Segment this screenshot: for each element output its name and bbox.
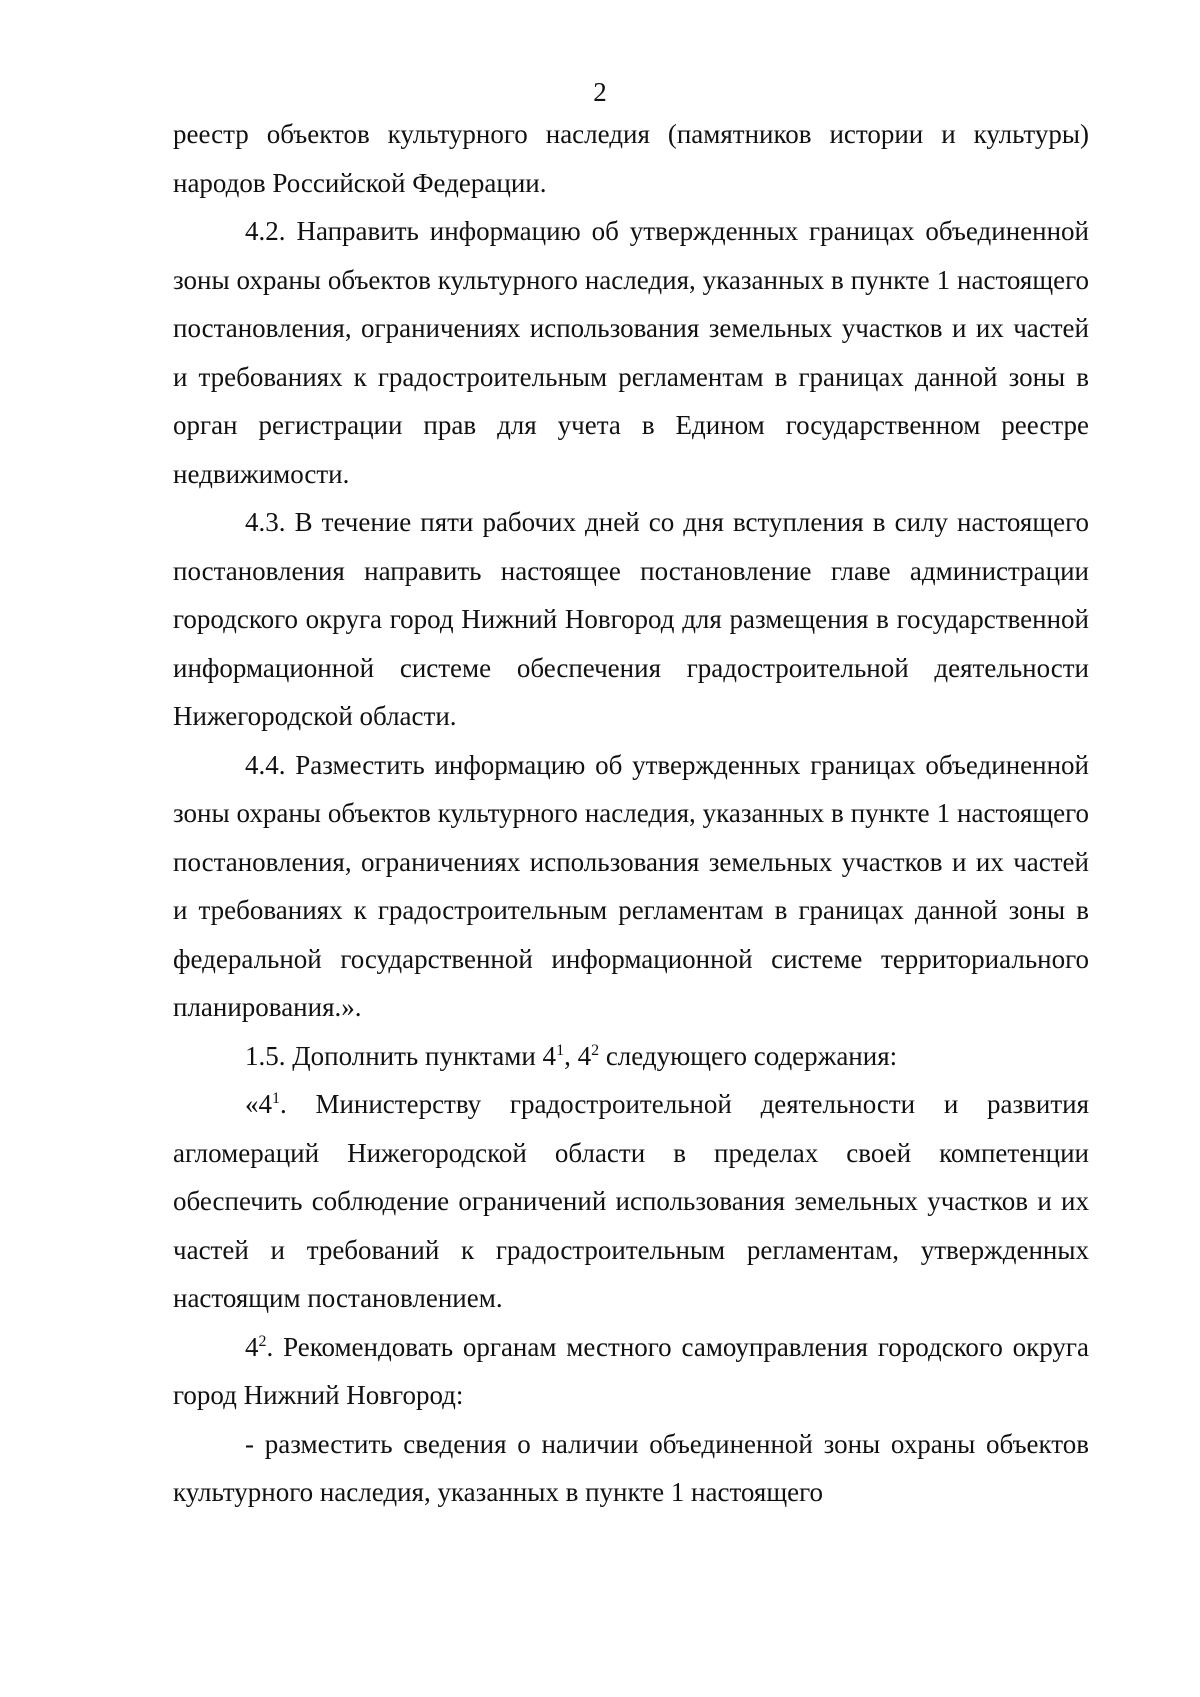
- list-item-dash: - разместить сведения о наличии объединенной зоны охраны объектов культурного наследия, указанных в пункте 1 настоящего: [173, 1428, 1089, 1507]
- paragraph-continuation: реестр объектов культурного наследия (памятников истории и культуры) народов Российской Федерации.: [173, 119, 1089, 198]
- paragraph-1-5-text-a: 1.5. Дополнить пунктами 4: [245, 1040, 557, 1071]
- paragraph-4-4: 4.4. Разместить информацию об утвержденных границах объединенной зоны охраны объектов культурного наследия, указанных в пункте 1 настоящего постановления, ограничениях использования земельных участков и их частей и требованиях к градостроительным регламентам в границах данной зоны в федеральной государственной информационной системе территориального планирования.».: [173, 749, 1089, 1022]
- paragraph-4-2: 4.2. Направить информацию об утвержденных границах объединенной зоны охраны объектов культурного наследия, указанных в пункте 1 настоящего постановления, ограничениях использования земельных участков и их частей и требованиях к градостроительным регламентам в границах данной зоны в орган регистрации прав для учета в Едином государственном реестре недвижимости.: [173, 216, 1089, 489]
- superscript-2: 2: [591, 1041, 600, 1059]
- paragraph-4-2-number: 4: [245, 1331, 259, 1362]
- paragraph-4-2-text: . Рекомендовать органам местного самоуправления городского округа город Нижний Новгород:: [173, 1331, 1089, 1410]
- superscript-2: 2: [258, 1332, 267, 1350]
- paragraph-1-5-text-b: , 4: [564, 1040, 592, 1071]
- paragraph-4-1-text: . Министерству градостроительной деятельности и развития агломераций Нижегородской области в пределах своей компетенции обеспечить соблюдение ограничений использования земельных участков и их частей и требований к градостроительным регламентам, утвержденных настоящим постановлением.: [173, 1089, 1089, 1313]
- document-body: [173, 110, 1089, 1517]
- paragraph-4-2-new: [173, 1323, 1089, 1420]
- superscript-1: 1: [272, 1090, 280, 1107]
- page-number: 2: [593, 77, 607, 107]
- paragraph-4-1-new: [173, 1080, 1089, 1323]
- paragraph-1-5-text-c: следующего содержания:: [599, 1040, 898, 1071]
- paragraph-4-3: 4.3. В течение пяти рабочих дней со дня вступления в силу настоящего постановления направить настоящее постановление главе администрации городского округа город Нижний Новгород для размещения в государственной информационной системе обеспечения градостроительной деятельности Нижегородской области.: [173, 507, 1089, 731]
- superscript-1: 1: [556, 1041, 565, 1059]
- paragraph-1-5: [173, 1032, 1089, 1081]
- paragraph-4-1-number: «4: [245, 1089, 272, 1119]
